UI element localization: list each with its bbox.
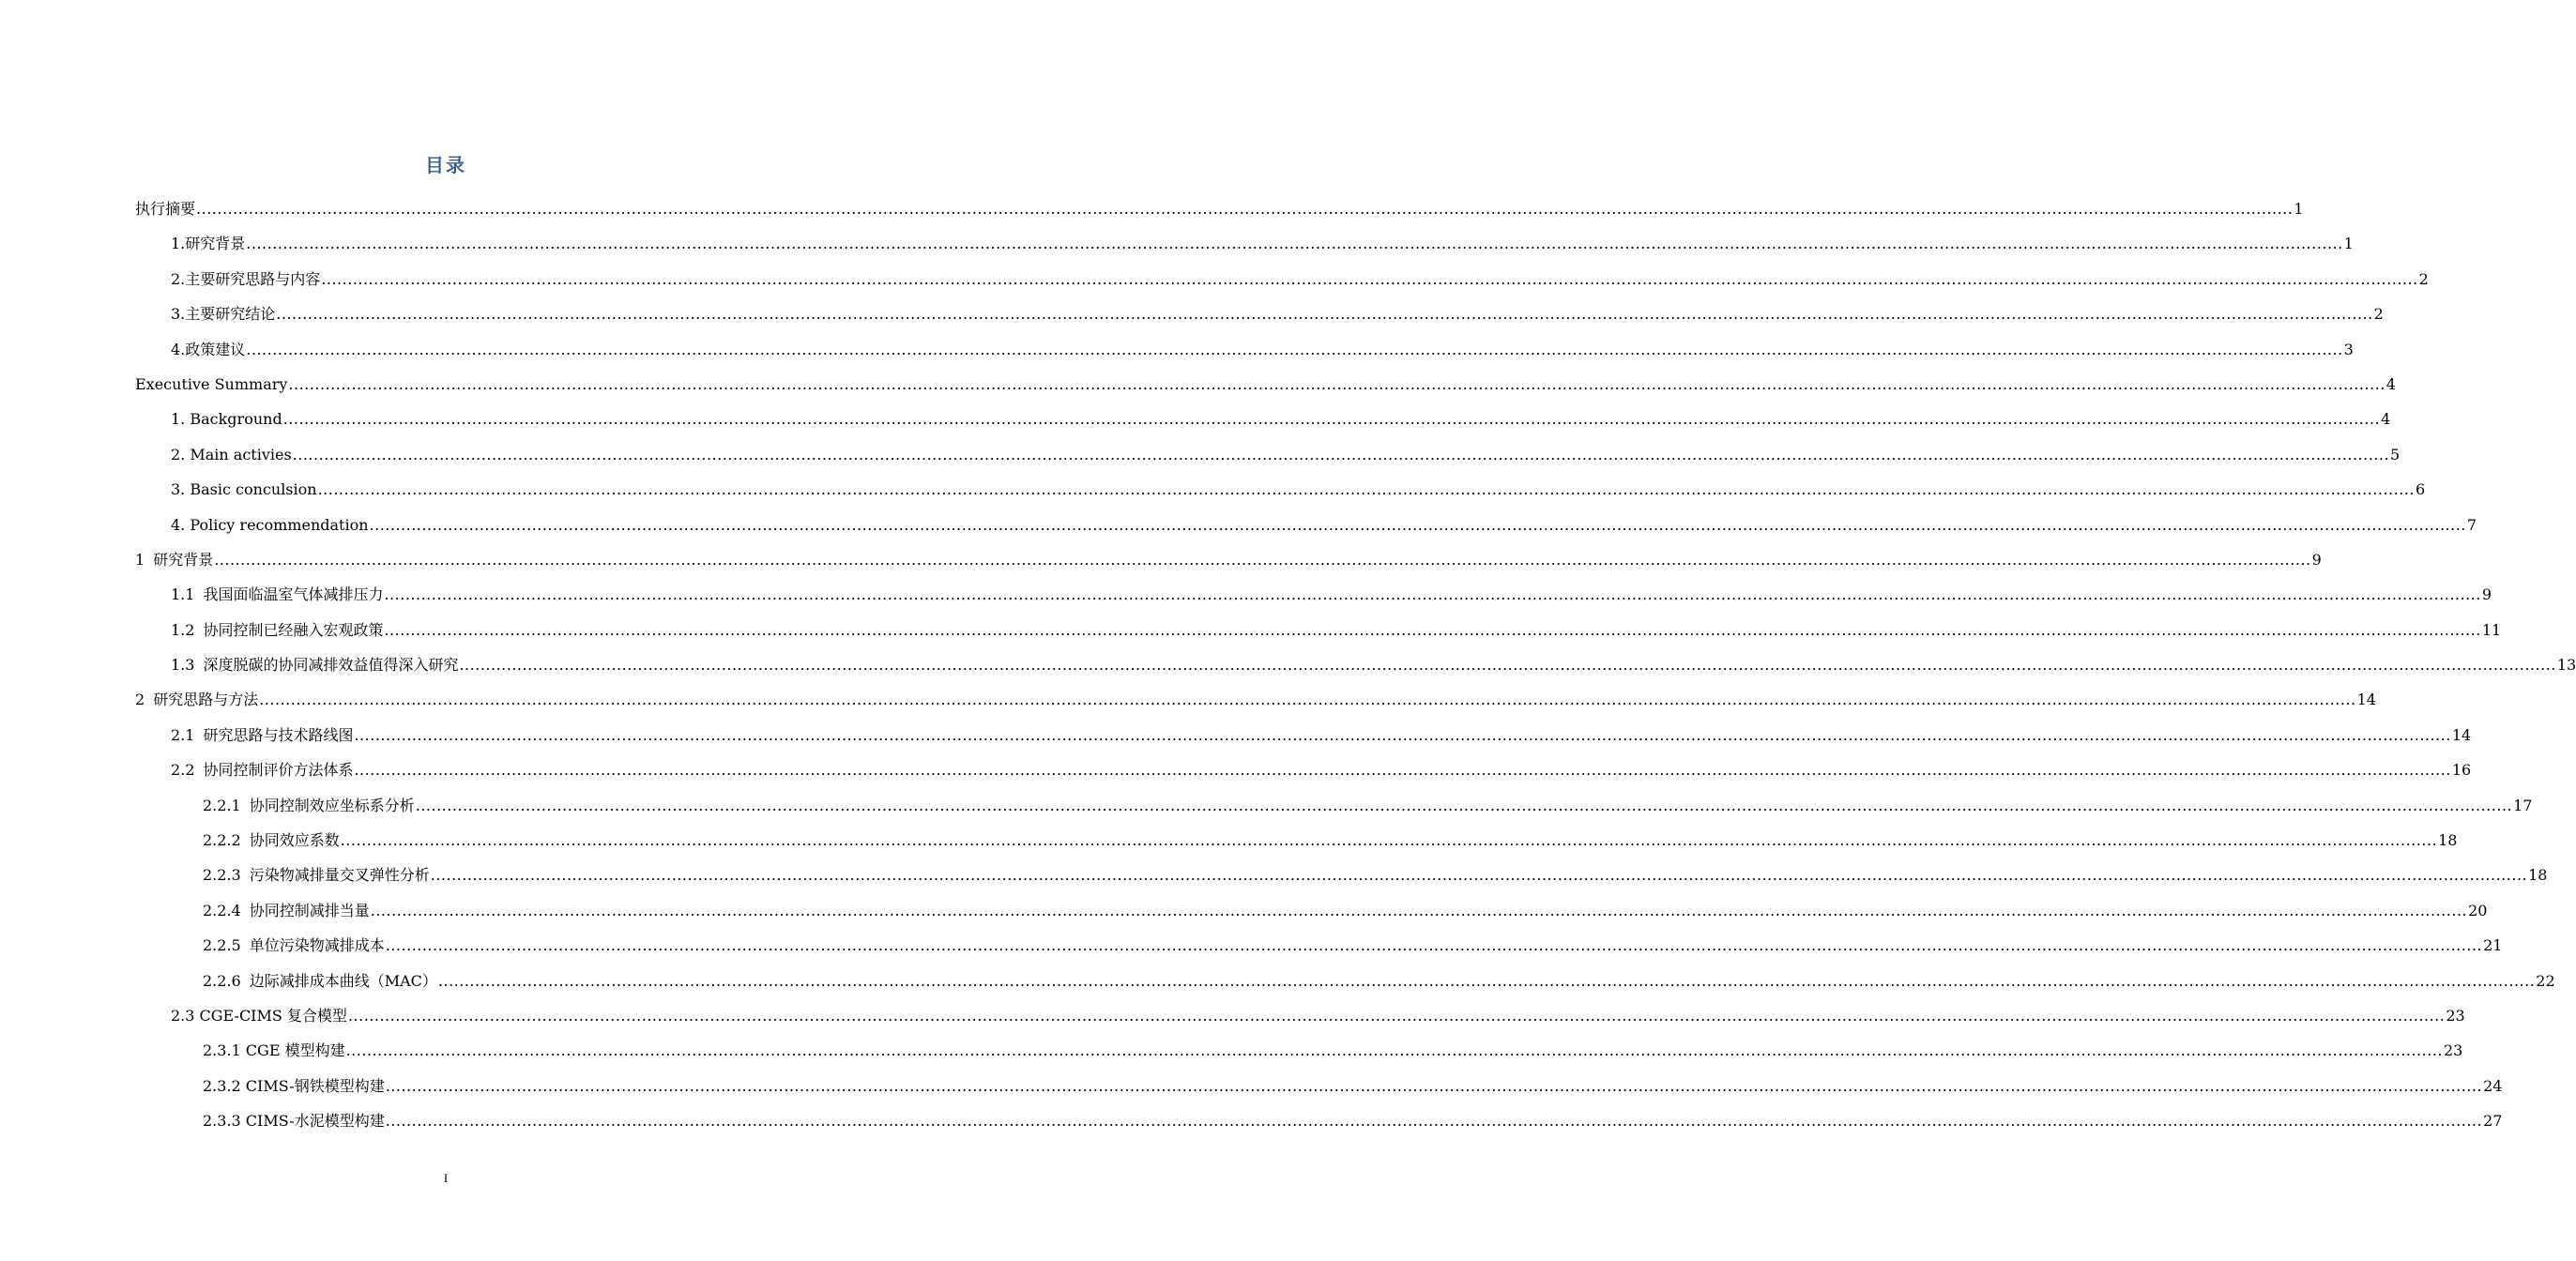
- toc-entry-text: 2.3.1 CGE 模型构建: [203, 1041, 345, 1060]
- toc-entry-page: 6: [2415, 480, 2426, 499]
- toc-dot-leader: ................................................................................................................................................................................................................................................................................................................................................................................................................: [384, 585, 2481, 604]
- toc-entry-page: 4: [2385, 374, 2396, 393]
- toc-entry-text: 2.3 CGE-CIMS 复合模型: [171, 1006, 347, 1025]
- toc-entry[interactable]: [135, 508, 2477, 542]
- toc-entry-text: 协同控制评价方法体系: [203, 761, 354, 780]
- toc-entry-page: 18: [2438, 831, 2458, 850]
- toc-list: [135, 191, 2576, 1139]
- toc-entry-number: 2.2.2: [203, 831, 241, 850]
- toc-entry[interactable]: [135, 964, 2555, 998]
- toc-entry-page: 27: [2483, 1112, 2503, 1131]
- toc-entry[interactable]: [135, 893, 2488, 928]
- toc-entry[interactable]: [135, 823, 2458, 858]
- toc-entry[interactable]: [135, 1103, 2503, 1138]
- toc-entry-label: [203, 858, 430, 892]
- toc-entry-page: 14: [2356, 691, 2376, 709]
- toc-entry-page: 24: [2483, 1076, 2503, 1095]
- toc-entry-text: 协同效应系数: [249, 831, 340, 850]
- toc-entry-text: 研究思路与方法: [153, 691, 259, 709]
- toc-dot-leader: ................................................................................................................................................................................................................................................................................................................................................................................................................: [340, 831, 2438, 850]
- toc-dot-leader: ................................................................................................................................................................................................................................................................................................................................................................................................................: [354, 761, 2451, 780]
- toc-entry-page: 14: [2451, 725, 2472, 744]
- toc-entry-number: 1: [135, 550, 145, 569]
- toc-entry-number: 1.3: [171, 656, 195, 675]
- toc-dot-leader: ................................................................................................................................................................................................................................................................................................................................................................................................................: [321, 269, 2418, 288]
- toc-dot-leader: ................................................................................................................................................................................................................................................................................................................................................................................................................: [196, 200, 2294, 218]
- toc-entry[interactable]: [135, 788, 2533, 823]
- toc-entry-number: 2.2.6: [203, 971, 241, 990]
- toc-entry-label: [135, 367, 287, 402]
- toc-entry-label: [171, 508, 369, 542]
- toc-entry-number: 1.1: [171, 585, 195, 604]
- toc-entry-text: 协同控制已经融入宏观政策: [203, 620, 384, 639]
- toc-dot-leader: ................................................................................................................................................................................................................................................................................................................................................................................................................: [288, 374, 2385, 393]
- toc-entry-page: 23: [2446, 1006, 2465, 1025]
- toc-entry-page: 18: [2528, 866, 2548, 885]
- toc-entry-label: [171, 332, 245, 367]
- toc-entry-label: [171, 402, 282, 436]
- toc-entry-text: 3.主要研究结论: [171, 305, 276, 324]
- toc-entry-page: 13: [2556, 656, 2576, 675]
- toc-entry-text: 1. Background: [171, 410, 282, 429]
- toc-entry[interactable]: [135, 402, 2391, 436]
- toc-entry-label: [203, 1033, 345, 1068]
- toc-dot-leader: ................................................................................................................................................................................................................................................................................................................................................................................................................: [347, 1006, 2446, 1025]
- toc-title: 目录: [425, 154, 466, 176]
- toc-entry-text: 2. Main activies: [171, 445, 292, 463]
- toc-entry-page: 4: [2381, 410, 2391, 429]
- toc-dot-leader: ................................................................................................................................................................................................................................................................................................................................................................................................................: [259, 691, 2356, 709]
- toc-entry-number: 2: [135, 691, 145, 709]
- toc-entry-page: 1: [2294, 200, 2304, 218]
- toc-dot-leader: ................................................................................................................................................................................................................................................................................................................................................................................................................: [354, 725, 2451, 744]
- toc-dot-leader: ................................................................................................................................................................................................................................................................................................................................................................................................................: [292, 445, 2390, 463]
- toc-entry-label: [171, 752, 353, 787]
- toc-entry-text: 2.主要研究思路与内容: [171, 269, 321, 288]
- toc-dot-leader: ................................................................................................................................................................................................................................................................................................................................................................................................................: [369, 515, 2466, 534]
- toc-entry[interactable]: [135, 577, 2492, 612]
- toc-entry-page: 2: [2418, 269, 2429, 288]
- toc-entry-label: [171, 718, 353, 752]
- toc-entry-label: [203, 1103, 385, 1138]
- toc-entry-text: 单位污染物减排成本: [249, 936, 385, 955]
- toc-entry-page: 2: [2373, 305, 2384, 324]
- toc-entry-number: 1.2: [171, 620, 195, 639]
- toc-entry-label: [135, 682, 258, 717]
- toc-entry-text: 我国面临温室气体减排压力: [203, 585, 384, 604]
- toc-entry-text: 边际减排成本曲线（MAC）: [249, 971, 437, 990]
- toc-entry-label: [203, 1069, 385, 1103]
- toc-entry-label: [203, 964, 437, 998]
- toc-entry-label: [171, 613, 383, 647]
- toc-entry-page: 17: [2513, 796, 2533, 814]
- toc-entry[interactable]: [135, 367, 2396, 402]
- toc-entry[interactable]: [135, 858, 2548, 892]
- toc-dot-leader: ................................................................................................................................................................................................................................................................................................................................................................................................................: [385, 1076, 2483, 1095]
- toc-entry-number: 2.2.5: [203, 936, 241, 955]
- toc-entry-text: 污染物减排量交叉弹性分析: [249, 866, 430, 885]
- toc-entry-label: [171, 262, 320, 296]
- toc-entry[interactable]: [135, 928, 2503, 963]
- toc-entry[interactable]: [135, 472, 2426, 507]
- toc-entry-label: [171, 226, 245, 261]
- toc-dot-leader: ................................................................................................................................................................................................................................................................................................................................................................................................................: [345, 1041, 2443, 1060]
- toc-entry-text: 4. Policy recommendation: [171, 515, 369, 534]
- toc-entry[interactable]: [135, 647, 2576, 682]
- toc-entry-label: [203, 893, 370, 928]
- toc-dot-leader: ................................................................................................................................................................................................................................................................................................................................................................................................................: [459, 656, 2556, 675]
- toc-entry-text: 2.3.3 CIMS-水泥模型构建: [203, 1112, 385, 1131]
- toc-entry[interactable]: [135, 542, 2322, 577]
- page-number: I: [443, 1171, 449, 1185]
- toc-entry-label: [203, 788, 415, 823]
- toc-dot-leader: ................................................................................................................................................................................................................................................................................................................................................................................................................: [384, 620, 2481, 639]
- toc-entry-page: 21: [2483, 936, 2503, 955]
- toc-entry-text: 研究思路与技术路线图: [203, 725, 354, 744]
- toc-entry-page: 7: [2466, 515, 2477, 534]
- toc-entry-page: 20: [2468, 901, 2488, 919]
- toc-entry[interactable]: [135, 1069, 2503, 1103]
- toc-entry[interactable]: [135, 613, 2502, 647]
- toc-dot-leader: ................................................................................................................................................................................................................................................................................................................................................................................................................: [276, 305, 2373, 324]
- toc-entry-label: [203, 928, 385, 963]
- toc-entry-text: 2.3.2 CIMS-钢铁模型构建: [203, 1076, 385, 1095]
- toc-entry[interactable]: [135, 1033, 2463, 1068]
- toc-entry-number: 2.1: [171, 725, 195, 744]
- toc-dot-leader: ................................................................................................................................................................................................................................................................................................................................................................................................................: [282, 410, 2381, 429]
- toc-entry-number: 2.2.4: [203, 901, 241, 919]
- toc-entry[interactable]: [135, 752, 2472, 787]
- toc-entry-label: [135, 542, 213, 577]
- toc-entry[interactable]: [135, 718, 2472, 752]
- toc-entry-page: 1: [2343, 235, 2354, 253]
- toc-dot-leader: ................................................................................................................................................................................................................................................................................................................................................................................................................: [246, 340, 2343, 358]
- toc-dot-leader: ................................................................................................................................................................................................................................................................................................................................................................................................................: [385, 936, 2483, 955]
- toc-entry-text: 3. Basic conculsion: [171, 480, 317, 499]
- toc-entry[interactable]: [135, 296, 2384, 331]
- toc-entry-label: [203, 823, 340, 858]
- toc-dot-leader: ................................................................................................................................................................................................................................................................................................................................................................................................................: [214, 550, 2311, 569]
- toc-entry-text: Executive Summary: [135, 374, 288, 393]
- toc-entry-label: [171, 472, 317, 507]
- toc-dot-leader: ................................................................................................................................................................................................................................................................................................................................................................................................................: [370, 901, 2468, 919]
- toc-entry-label: [171, 296, 275, 331]
- toc-entry[interactable]: [135, 332, 2354, 367]
- toc-entry-page: 9: [2311, 550, 2322, 569]
- toc-entry-number: 2.2.1: [203, 796, 241, 814]
- toc-entry[interactable]: [135, 682, 2376, 717]
- toc-entry-label: [171, 647, 458, 682]
- toc-entry-label: [135, 191, 195, 226]
- toc-entry-page: 3: [2343, 340, 2354, 358]
- toc-dot-leader: ................................................................................................................................................................................................................................................................................................................................................................................................................: [437, 971, 2536, 990]
- toc-entry-text: 研究背景: [153, 550, 214, 569]
- toc-entry-label: [171, 437, 292, 472]
- toc-entry-page: 16: [2451, 761, 2472, 780]
- toc-dot-leader: ................................................................................................................................................................................................................................................................................................................................................................................................................: [430, 866, 2528, 885]
- toc-entry-page: 9: [2481, 585, 2492, 604]
- toc-entry-text: 4.政策建议: [171, 340, 246, 358]
- toc-entry-text: 深度脱碳的协同减排效益值得深入研究: [203, 656, 459, 675]
- toc-entry-page: 23: [2443, 1041, 2463, 1060]
- toc-entry-text: 协同控制效应坐标系分析: [249, 796, 415, 814]
- toc-entry-number: 2.2: [171, 761, 195, 780]
- toc-dot-leader: ................................................................................................................................................................................................................................................................................................................................................................................................................: [317, 480, 2415, 499]
- toc-dot-leader: ................................................................................................................................................................................................................................................................................................................................................................................................................: [246, 235, 2343, 253]
- toc-entry-text: 执行摘要: [135, 200, 196, 218]
- toc-entry-page: 11: [2481, 620, 2502, 639]
- toc-entry[interactable]: [135, 226, 2354, 261]
- toc-entry-page: 5: [2390, 445, 2401, 463]
- toc-entry[interactable]: [135, 998, 2465, 1033]
- toc-entry[interactable]: [135, 437, 2401, 472]
- toc-entry-page: 22: [2536, 971, 2555, 990]
- toc-entry-label: [171, 577, 383, 612]
- toc-entry-number: 2.2.3: [203, 866, 241, 885]
- toc-entry[interactable]: [135, 262, 2429, 296]
- toc-entry[interactable]: [135, 191, 2304, 226]
- toc-entry-text: 1.研究背景: [171, 235, 246, 253]
- toc-entry-label: [171, 998, 347, 1033]
- toc-dot-leader: ................................................................................................................................................................................................................................................................................................................................................................................................................: [385, 1112, 2483, 1131]
- toc-dot-leader: ................................................................................................................................................................................................................................................................................................................................................................................................................: [415, 796, 2513, 814]
- toc-entry-text: 协同控制减排当量: [249, 901, 370, 919]
